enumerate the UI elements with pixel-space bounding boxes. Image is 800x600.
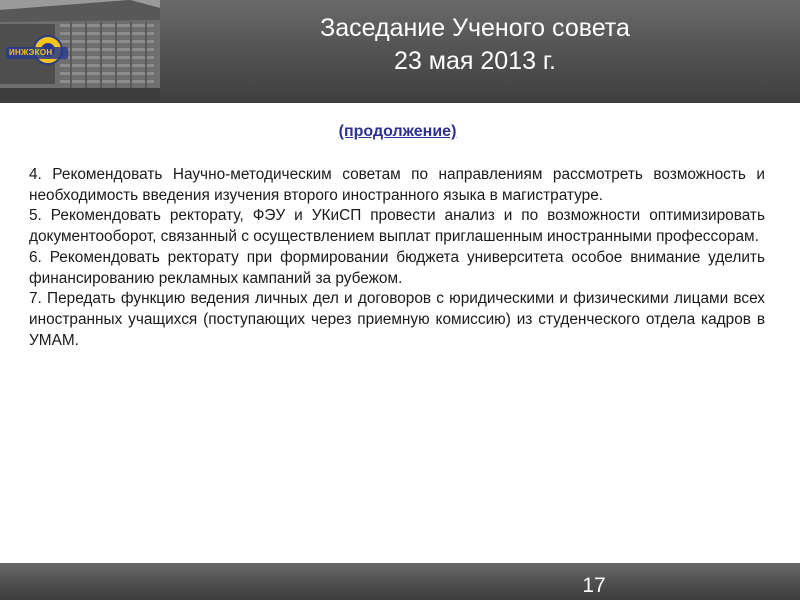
header-bar [0, 0, 800, 103]
slide-title [215, 12, 735, 78]
resolution-item: 4. Рекомендовать Научно-методическим советам по направлениям рассмотреть возможность и необходимость введения изучения второго иностранного языка в магистратуре. [29, 166, 765, 204]
building-photo [0, 0, 160, 103]
resolution-list [29, 165, 765, 351]
page-number: 17 [582, 574, 606, 597]
resolution-item: 7. Передать функцию ведения личных дел и договоров с юридическими и физическими лицами всех иностранных учащихся (поступающих через приемную комиссию) из студенческого отдела кадров в УМАМ. [29, 290, 765, 349]
logo-text: ИНЖЭКОН [9, 48, 53, 57]
slide-title-line1: Заседание Ученого совета [320, 14, 630, 42]
footer-bar [0, 563, 800, 600]
resolution-item: 6. Рекомендовать ректорату при формировании бюджета университета особое внимание уделить финансированию рекламных кампаний за рубежом. [29, 248, 765, 287]
resolution-item: 5. Рекомендовать ректорату, ФЭУ и УКиСП провести анализ и по возможности оптимизировать документооборот, связанный с осуществлением выплат приглашенным иностранными профессорам. [29, 207, 765, 246]
continuation-subtitle [0, 123, 800, 141]
slide-title-line2: 23 мая 2013 г. [394, 47, 556, 75]
continuation-subtitle-text: (продолжение) [338, 123, 457, 140]
